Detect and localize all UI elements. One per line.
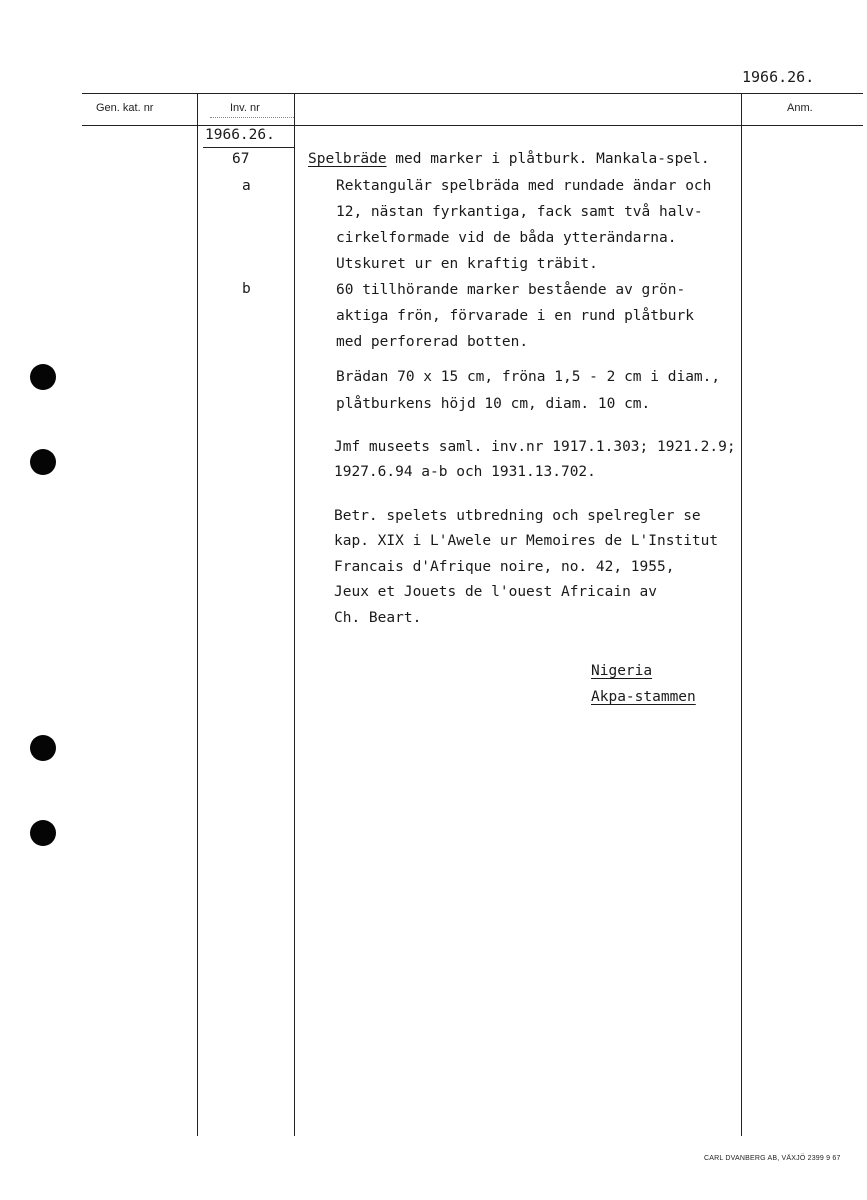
- desc-line: cirkelformade vid de båda ytterändarna.: [336, 230, 677, 246]
- col-divider-3: [741, 93, 742, 1136]
- desc-title-rest: med marker i plåtburk. Mankala-spel.: [386, 151, 710, 167]
- literature-line: kap. XIX i L'Awele ur Memoires de L'Institut: [334, 533, 719, 549]
- origin-country: Nigeria: [591, 663, 653, 679]
- col-divider-2: [294, 93, 295, 1136]
- desc-line: 12, nästan fyrkantiga, fack samt två halv-: [336, 204, 703, 220]
- inv-sub-b: b: [242, 281, 251, 297]
- literature-line: Francais d'Afrique noire, no. 42, 1955,: [334, 559, 675, 575]
- desc-line: Rektangulär spelbräda med rundade ändar och: [336, 178, 712, 194]
- desc-title: Spelbräde: [308, 151, 387, 167]
- desc-line: 60 tillhörande marker bestående av grön-: [336, 282, 686, 298]
- inv-series-underline: [203, 147, 294, 148]
- literature-line: Ch. Beart.: [334, 610, 422, 626]
- printer-imprint: CARL DVANBERG AB, VÄXJÖ 2399 9 67: [704, 1155, 841, 1162]
- reference-line: Jmf museets saml. inv.nr 1917.1.303; 1921.2.9;: [334, 439, 736, 455]
- col-header-gen-kat-nr: Gen. kat. nr: [96, 102, 154, 114]
- desc-line: aktiga frön, förvarade i en rund plåtburk: [336, 308, 694, 324]
- desc-line: Utskuret ur en kraftig träbit.: [336, 256, 598, 272]
- col-divider-1: [197, 93, 198, 1136]
- card-number: 1966.26.: [742, 68, 815, 86]
- desc-line: med perforerad botten.: [336, 334, 529, 350]
- header-top-line: [82, 93, 863, 94]
- reference-line: 1927.6.94 a-b och 1931.13.702.: [334, 464, 596, 480]
- dimensions-line: plåtburkens höjd 10 cm, diam. 10 cm.: [336, 396, 651, 412]
- inv-dotted-line: [210, 117, 294, 118]
- literature-line: Betr. spelets utbredning och spelregler se: [334, 508, 701, 524]
- literature-line: Jeux et Jouets de l'ouest Africain av: [334, 584, 658, 600]
- col-header-anm: Anm.: [787, 102, 813, 114]
- col-header-inv-nr: Inv. nr: [230, 102, 260, 114]
- punch-hole-3: [30, 735, 56, 761]
- punch-hole-2: [30, 449, 56, 475]
- origin-people: Akpa-stammen: [591, 689, 696, 705]
- inv-sub-a: a: [242, 178, 251, 194]
- punch-hole-1: [30, 364, 56, 390]
- punch-hole-4: [30, 820, 56, 846]
- inv-series: 1966.26.: [205, 127, 275, 143]
- desc-title-line: [308, 152, 710, 167]
- dimensions-line: Brädan 70 x 15 cm, fröna 1,5 - 2 cm i diam.,: [336, 369, 721, 385]
- inv-number: 67: [232, 151, 250, 167]
- header-bottom-line: [82, 125, 863, 126]
